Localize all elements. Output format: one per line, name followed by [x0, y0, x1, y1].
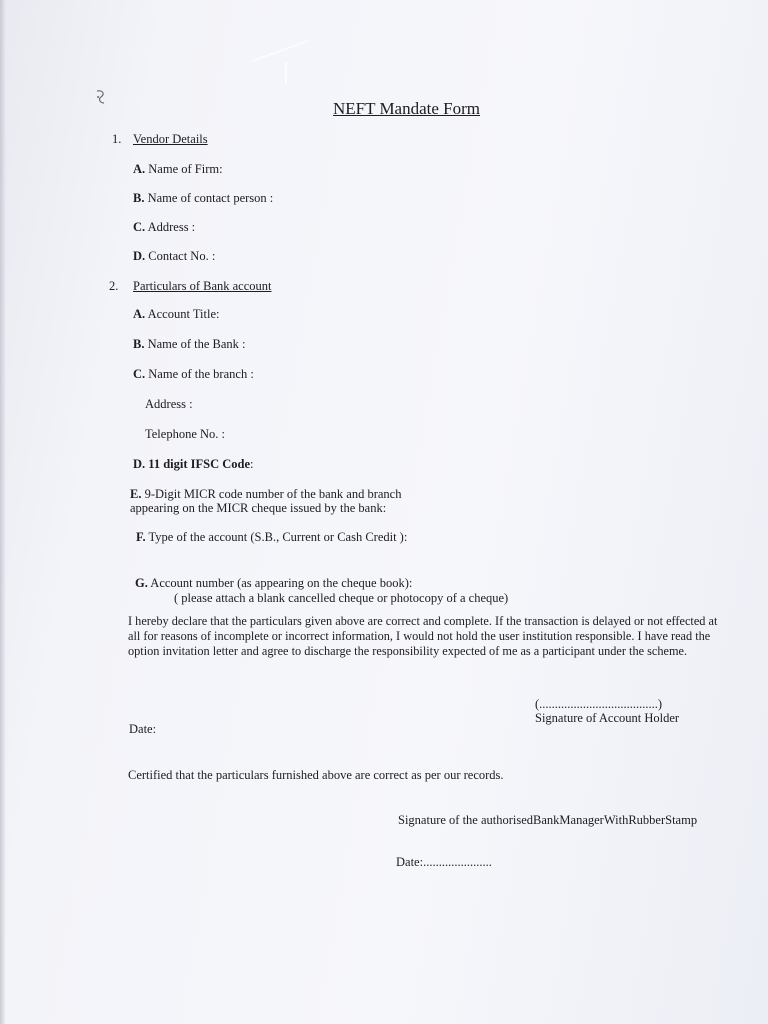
bank-manager-signature-label: Signature of the authorisedBankManagerWithRubberStamp	[398, 813, 698, 827]
field-branch-name	[133, 367, 254, 381]
field-label: 9-Digit MICR code number of the bank and branch	[144, 487, 402, 501]
paper-crease	[251, 40, 308, 62]
field-key: B.	[133, 191, 145, 205]
field-key: F.	[136, 530, 146, 544]
field-contact-no	[133, 249, 215, 263]
date-label: Date:	[129, 722, 157, 736]
field-account-title	[133, 307, 219, 321]
field-label: Type of the account (S.B., Current or Cash Credit ):	[148, 530, 408, 544]
field-account-number	[135, 576, 412, 590]
field-key: G.	[135, 576, 148, 590]
field-name-of-firm	[133, 162, 223, 176]
field-label: Address :	[147, 220, 196, 234]
field-label: Name of the Bank :	[147, 337, 246, 351]
field-address	[133, 220, 195, 234]
declaration-paragraph: I hereby declare that the particulars given above are correct and complete. If the transaction is delayed or not effected at all for reasons of incomplete or incorrect information, I would not hold the user institution responsible. I have read the option invitation letter and agree to discharge the responsibility expected of me as a participant under the scheme.	[128, 614, 718, 658]
section-number: 2.	[109, 279, 119, 293]
field-account-type	[136, 530, 407, 544]
field-label: Name of Firm:	[148, 162, 223, 176]
signature-account-holder-label: Signature of Account Holder	[535, 711, 680, 725]
paper-crease	[285, 62, 287, 84]
field-branch-address: Address :	[145, 397, 193, 411]
field-label: Name of contact person :	[147, 191, 274, 205]
field-label: Account Title:	[147, 307, 220, 321]
field-label: D. 11 digit IFSC Code	[133, 457, 251, 471]
field-label: Account number (as appearing on the cheque book):	[150, 576, 413, 590]
section-number: 1.	[112, 132, 122, 146]
field-branch-telephone: Telephone No. :	[145, 427, 226, 441]
field-label: Contact No. :	[148, 249, 216, 263]
field-key: C.	[133, 220, 146, 234]
field-key: C.	[133, 367, 146, 381]
field-key: D.	[133, 249, 146, 263]
field-key: E.	[130, 487, 142, 501]
section-heading-bank-account: Particulars of Bank account	[133, 279, 272, 293]
field-colon: :	[250, 457, 254, 471]
field-bank-name	[133, 337, 245, 351]
field-label: Name of the branch :	[148, 367, 254, 381]
field-key: A.	[133, 162, 146, 176]
form-title: NEFT Mandate Form	[333, 99, 481, 118]
punch-mark-icon	[94, 88, 108, 106]
field-contact-person	[133, 191, 273, 205]
certification-statement: Certified that the particulars furnished above are correct as per our records.	[128, 768, 504, 782]
bank-manager-date-label: Date:......................	[396, 855, 492, 869]
field-ifsc-code	[133, 457, 254, 471]
field-micr-code	[130, 487, 401, 501]
field-key: A.	[133, 307, 146, 321]
section-heading-vendor-details: Vendor Details	[133, 132, 208, 146]
field-micr-code-line2: appearing on the MICR cheque issued by the bank:	[130, 501, 387, 515]
signature-blank: (......................................)	[535, 697, 663, 711]
field-key: B.	[133, 337, 145, 351]
cheque-attachment-note: ( please attach a blank cancelled cheque or photocopy of a cheque)	[174, 591, 509, 605]
scan-edge-shadow	[0, 0, 6, 1024]
